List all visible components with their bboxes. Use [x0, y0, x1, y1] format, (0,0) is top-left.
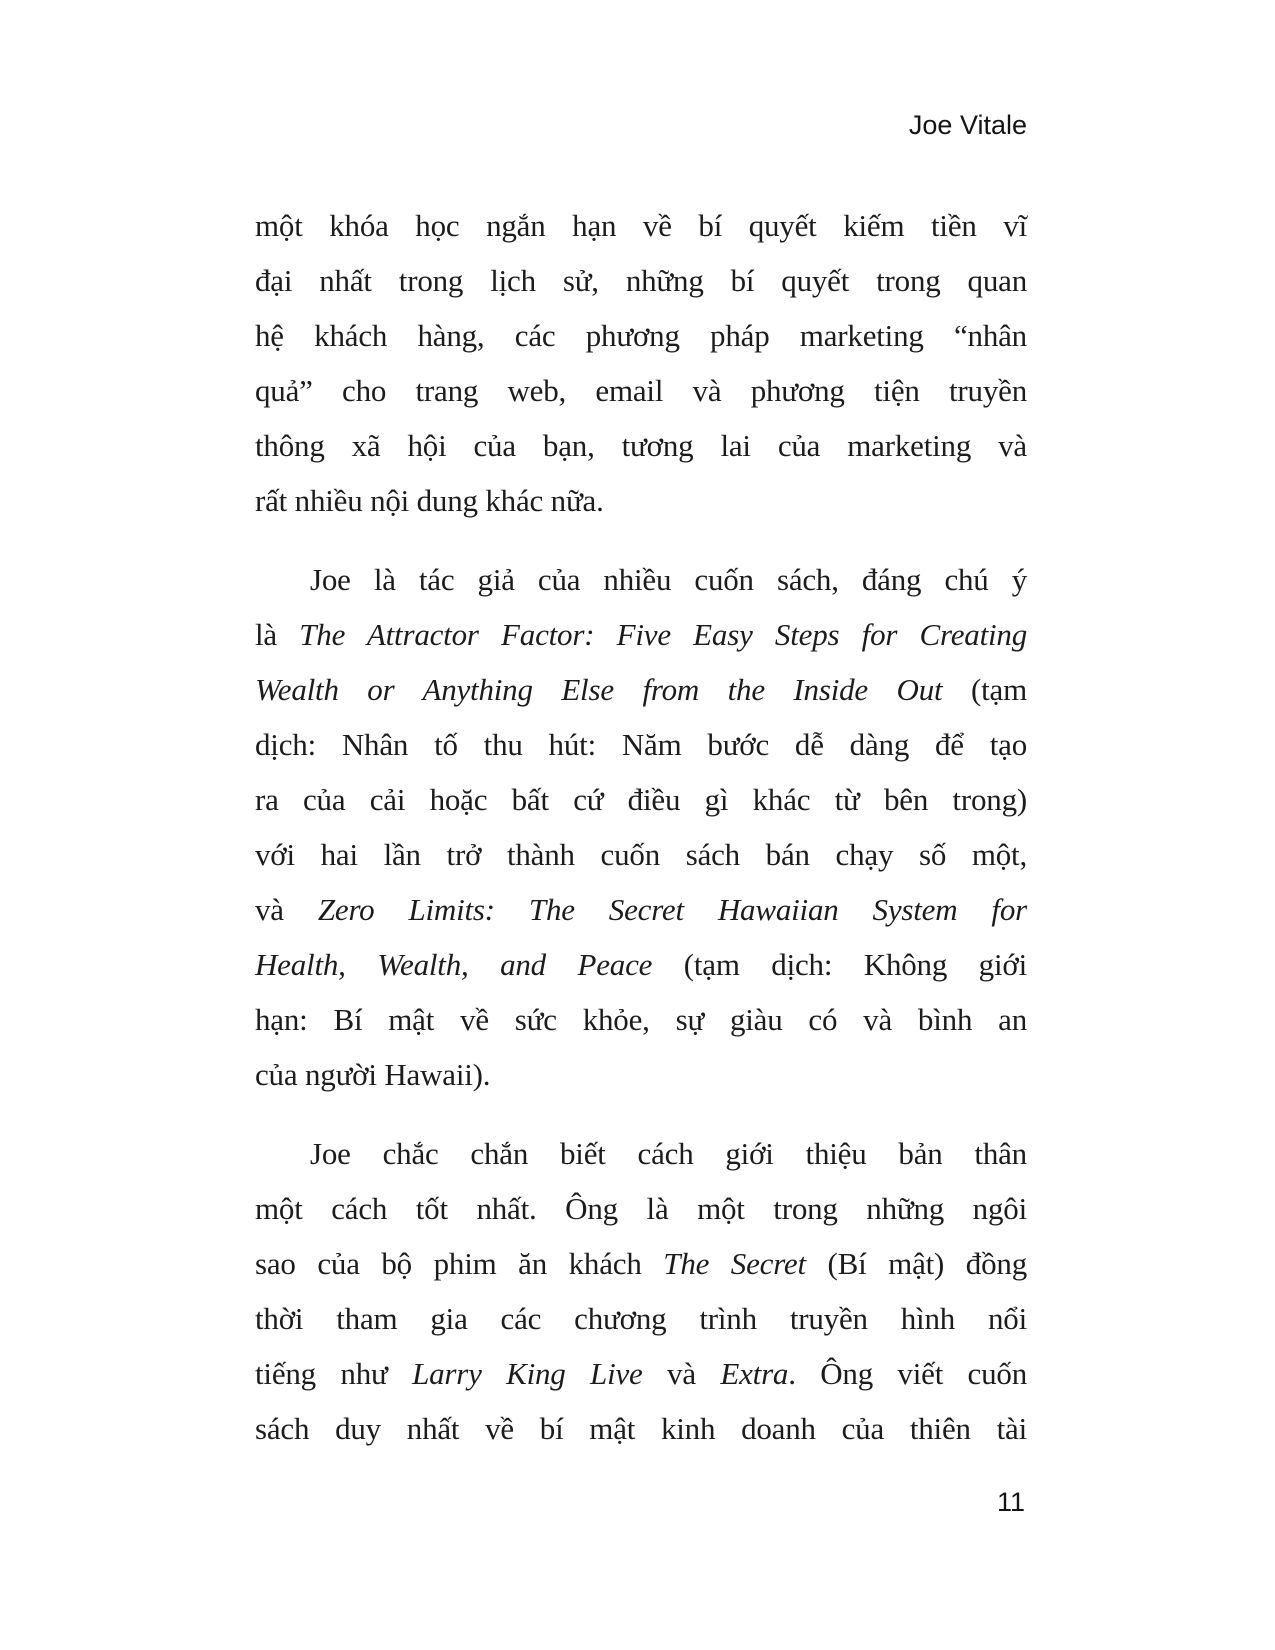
text-run: Joe là tác giả của nhiều cuốn sách, đáng chú ý: [310, 562, 1027, 597]
text-line: [255, 1181, 1027, 1236]
text-run: và: [255, 892, 318, 927]
text-line: [255, 552, 1027, 607]
text-run: thời tham gia các chương trình truyền hình nổi: [255, 1301, 1027, 1336]
italic-text-run: Zero Limits: The Secret Hawaiian System for: [317, 892, 1027, 927]
text-line: [255, 882, 1027, 937]
text-run: thông xã hội của bạn, tương lai của marketing và: [255, 428, 1027, 463]
text-line: [255, 308, 1027, 363]
text-line: [255, 473, 1027, 528]
text-line: [255, 1236, 1027, 1291]
text-run: một cách tốt nhất. Ông là một trong những ngôi: [255, 1191, 1027, 1226]
text-run: . Ông viết cuốn: [788, 1356, 1028, 1391]
text-line: [255, 717, 1027, 772]
text-line: [255, 992, 1027, 1047]
text-line: [255, 418, 1027, 473]
italic-text-run: Extra: [720, 1356, 789, 1391]
text-line: [255, 1126, 1027, 1181]
text-run: tiếng như: [255, 1356, 413, 1391]
text-run: sao của bộ phim ăn khách: [255, 1246, 664, 1281]
italic-text-run: The Attractor Factor: Five Easy Steps for Creating: [299, 617, 1027, 652]
text-line: [255, 827, 1027, 882]
page-number: 11: [996, 1487, 1025, 1517]
text-line: [255, 607, 1027, 662]
running-header: Joe Vitale: [908, 110, 1027, 140]
text-run: hạn: Bí mật về sức khỏe, sự giàu có và bình an: [255, 1002, 1027, 1037]
text-run: ra của cải hoặc bất cứ điều gì khác từ bên trong): [255, 782, 1027, 817]
text-run: là: [255, 617, 300, 652]
text-run: với hai lần trở thành cuốn sách bán chạy số một,: [255, 837, 1027, 872]
paragraph: [255, 1126, 1027, 1456]
text-block: [255, 198, 1027, 1456]
text-line: [255, 198, 1027, 253]
text-run: Joe chắc chắn biết cách giới thiệu bản thân: [310, 1136, 1027, 1171]
paragraph: [255, 552, 1027, 1102]
text-run: sách duy nhất về bí mật kinh doanh của thiên tài: [255, 1411, 1027, 1446]
text-line: [255, 253, 1027, 308]
text-line: [255, 662, 1027, 717]
italic-text-run: Health, Wealth, and Peace: [255, 947, 653, 982]
text-run: đại nhất trong lịch sử, những bí quyết trong quan: [255, 263, 1027, 298]
text-run: của người Hawaii).: [255, 1057, 491, 1092]
italic-text-run: The Secret: [663, 1246, 806, 1281]
text-line: [255, 363, 1027, 418]
text-line: [255, 1401, 1027, 1456]
text-line: [255, 1346, 1027, 1401]
text-run: rất nhiều nội dung khác nữa.: [255, 483, 604, 518]
text-run: (tạm: [942, 672, 1027, 707]
text-run: dịch: Nhân tố thu hút: Năm bước dễ dàng để tạo: [255, 727, 1027, 762]
text-line: [255, 772, 1027, 827]
text-line: [255, 937, 1027, 992]
italic-text-run: Larry King Live: [412, 1356, 643, 1391]
text-run: quả” cho trang web, email và phương tiện truyền: [255, 373, 1027, 408]
text-run: hệ khách hàng, các phương pháp marketing “nhân: [255, 318, 1027, 353]
text-run: (tạm dịch: Không giới: [652, 947, 1027, 982]
italic-text-run: Wealth or Anything Else from the Inside Out: [255, 672, 943, 707]
text-run: (Bí mật) đồng: [805, 1246, 1027, 1281]
text-run: và: [642, 1356, 721, 1391]
text-line: [255, 1047, 1027, 1102]
text-run: một khóa học ngắn hạn về bí quyết kiếm tiền vĩ: [255, 208, 1027, 243]
paragraph: [255, 198, 1027, 528]
text-line: [255, 1291, 1027, 1346]
